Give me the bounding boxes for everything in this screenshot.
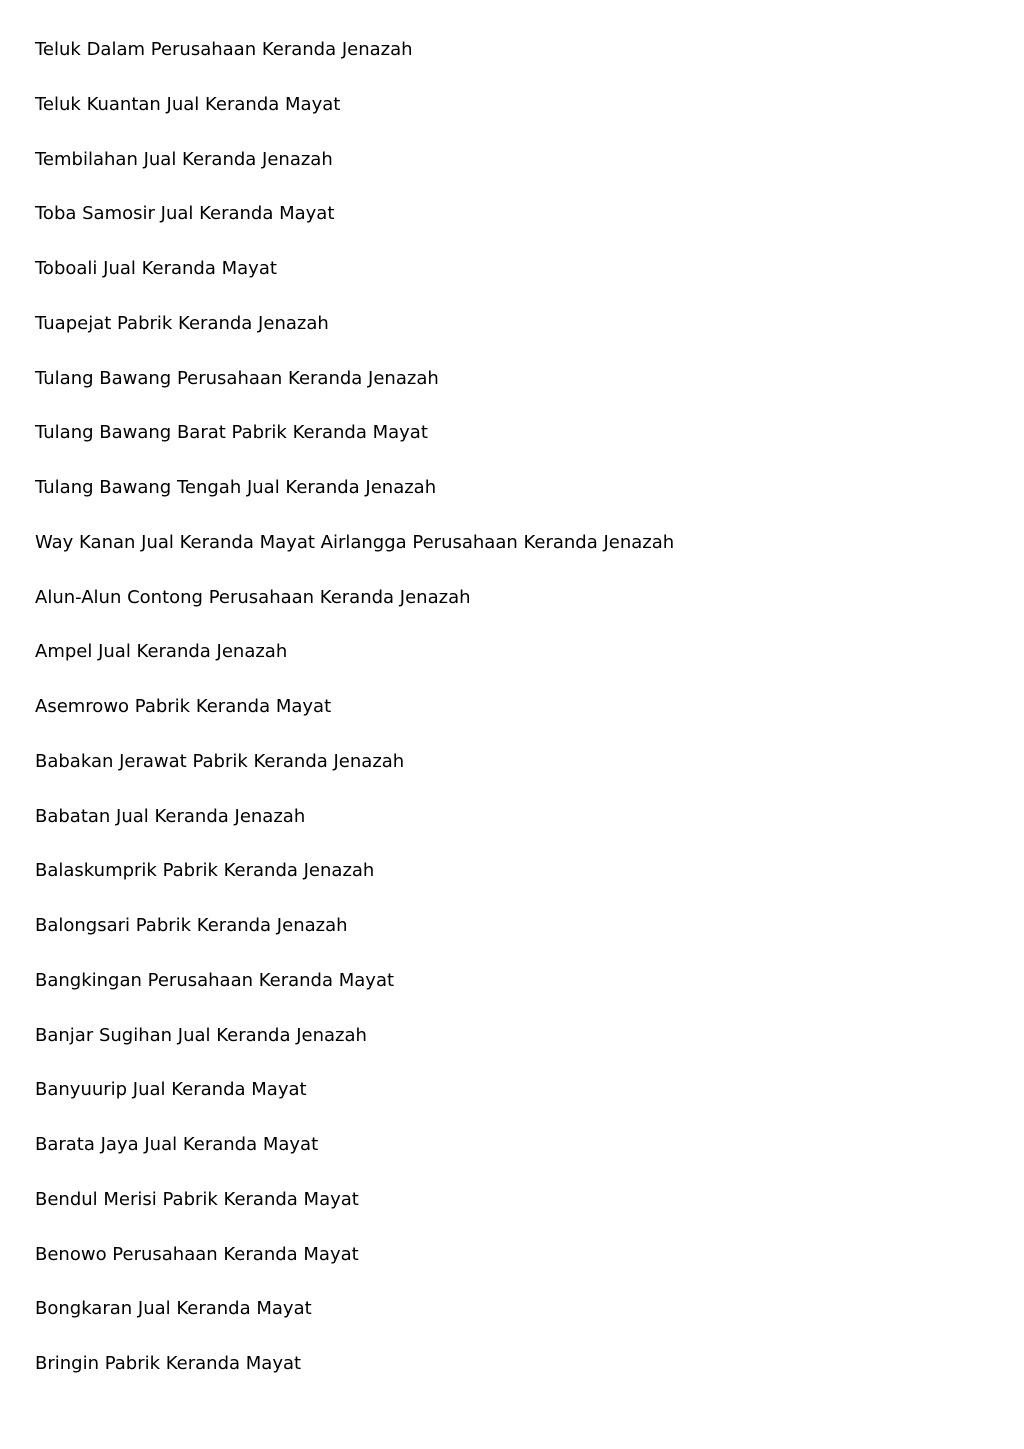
text-line: Asemrowo Pabrik Keranda Mayat [35, 696, 332, 717]
text-line: Teluk Dalam Perusahaan Keranda Jenazah [35, 39, 413, 60]
text-line: Alun-Alun Contong Perusahaan Keranda Jenazah [35, 586, 471, 608]
text-line: Babakan Jerawat Pabrik Keranda Jenazah [35, 750, 405, 772]
text-line: Toboali Jual Keranda Mayat [35, 258, 277, 279]
text-line: Way Kanan Jual Keranda Mayat Airlangga Perusahaan Keranda Jenazah [35, 531, 675, 553]
text-line: Toba Samosir Jual Keranda Mayat [35, 203, 335, 225]
text-line: Balongsari Pabrik Keranda Jenazah [35, 915, 348, 936]
text-line: Bangkingan Perusahaan Keranda Mayat [35, 969, 395, 991]
text-line: Tulang Bawang Perusahaan Keranda Jenazah [35, 367, 439, 389]
text-line: Banyuurip Jual Keranda Mayat [35, 1079, 307, 1101]
text-line: Tuapejat Pabrik Keranda Jenazah [35, 312, 329, 334]
text-line: Balaskumprik Pabrik Keranda Jenazah [35, 860, 375, 882]
text-line: Tembilahan Jual Keranda Jenazah [35, 148, 333, 170]
text-line: Ampel Jual Keranda Jenazah [35, 641, 288, 663]
text-line: Bendul Merisi Pabrik Keranda Mayat [35, 1188, 359, 1210]
text-line: Benowo Perusahaan Keranda Mayat [35, 1243, 359, 1265]
text-line: Tulang Bawang Tengah Jual Keranda Jenazah [35, 477, 437, 498]
text-line-list [35, 36, 995, 1405]
text-line: Babatan Jual Keranda Jenazah [35, 805, 306, 827]
text-line: Bongkaran Jual Keranda Mayat [35, 1298, 312, 1320]
text-line: Teluk Kuantan Jual Keranda Mayat [35, 93, 341, 115]
text-line: Tulang Bawang Barat Pabrik Keranda Mayat [35, 422, 428, 444]
text-line: Bringin Pabrik Keranda Mayat [35, 1353, 302, 1374]
text-line: Barata Jaya Jual Keranda Mayat [35, 1134, 319, 1155]
text-line: Banjar Sugihan Jual Keranda Jenazah [35, 1024, 367, 1046]
